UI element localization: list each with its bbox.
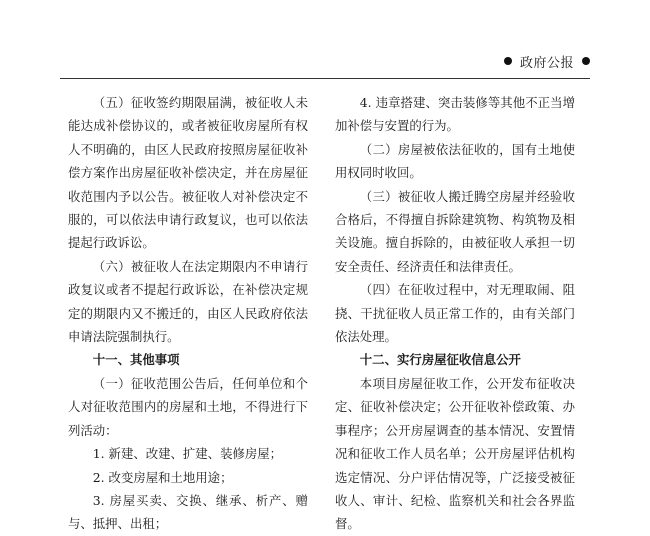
section-heading: 十一、其他事项 xyxy=(92,352,180,368)
running-head xyxy=(504,50,590,72)
running-head-title: 政府公报 xyxy=(519,55,574,71)
paragraph: （一）征收范围公告后，任何单位和个人对征收范围内的房屋和土地，不得进行下列活动： xyxy=(68,375,308,438)
paragraph: （三）被征收人搬迁腾空房屋并经验收合格后，不得擅自拆除建筑物、构筑物及相关设施。擅自拆除的，由被征收人承担一切安全责任、经济责任和法律责任。 xyxy=(335,188,575,274)
right-column xyxy=(335,91,575,536)
page-header xyxy=(60,50,590,79)
list-item: 2. 改变房屋和土地用途； xyxy=(92,469,233,485)
section-heading: 十二、实行房屋征收信息公开 xyxy=(359,352,521,368)
list-item: 1. 新建、改建、扩建、装修房屋； xyxy=(92,446,283,462)
paragraph: （四）在征收过程中，对无理取闹、阻挠、干扰征收人员正常工作的，由有关部门依法处理。 xyxy=(335,282,575,345)
paragraph: （二）房屋被依法征收的，国有土地使用权同时收回。 xyxy=(335,141,575,181)
paragraph: （六）被征收人在法定期限内不申请行政复议或者不提起行政诉讼，在补偿决定规定的期限内又不搬迁的，由区人民政府依法申请法院强制执行。 xyxy=(68,258,308,345)
bullet-dot-icon xyxy=(504,57,512,65)
list-item: 4. 违章搭建、突击装修等其他不正当增加补偿与安置的行为。 xyxy=(335,95,575,134)
left-column xyxy=(68,91,308,536)
bullet-dot-icon xyxy=(582,57,590,65)
paragraph: 本项目房屋征收工作，公开发布征收决定、征收补偿决定；公开征收补偿政策、办事程序；公开房屋调查的基本情况、安置情况和征收工作人员名单；公开房屋评估机构选定情况、分户评估情况等，广泛接受被征收人、审计、纪检、监察机关和社会各界监督。 xyxy=(335,375,575,532)
paragraph: （五）征收签约期限届满，被征收人未能达成补偿协议的，或者被征收房屋所有权人不明确的，由区人民政府按照房屋征收补偿方案作出房屋征收补偿决定，并在房屋征收范围内予以公告。被征收人对补偿决定不服的，可以依法申请行政复议，也可以依法提起行政诉讼。 xyxy=(68,95,308,251)
list-item: 3. 房屋买卖、交换、继承、析产、赠与、抵押、出租； xyxy=(68,492,308,532)
